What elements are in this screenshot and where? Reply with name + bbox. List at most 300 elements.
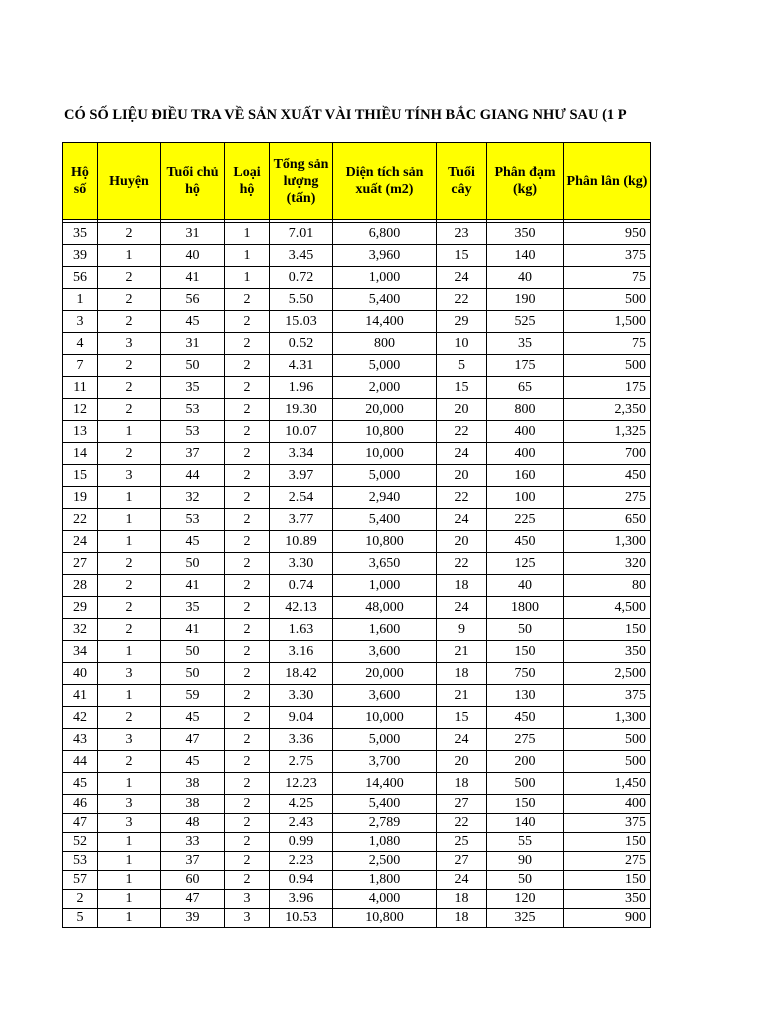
cell-huyen: 2 xyxy=(98,289,161,311)
cell-phan-lan: 175 xyxy=(564,377,651,399)
cell-tuoi-cay: 15 xyxy=(437,377,487,399)
table-row xyxy=(63,871,651,890)
cell-dien-tich: 1,080 xyxy=(333,833,437,852)
cell-huyen: 3 xyxy=(98,663,161,685)
cell-tong-san-luong: 3.36 xyxy=(270,729,333,751)
cell-phan-dam: 225 xyxy=(487,509,564,531)
table-row xyxy=(63,531,651,553)
cell-tuoi-cay: 20 xyxy=(437,531,487,553)
table-row xyxy=(63,663,651,685)
cell-tuoi-cay: 25 xyxy=(437,833,487,852)
cell-huyen: 3 xyxy=(98,729,161,751)
table-row xyxy=(63,421,651,443)
table-row xyxy=(63,333,651,355)
cell-tuoi-chu-ho: 35 xyxy=(161,597,225,619)
cell-tuoi-cay: 22 xyxy=(437,487,487,509)
cell-tuoi-cay: 22 xyxy=(437,553,487,575)
cell-tuoi-chu-ho: 38 xyxy=(161,795,225,814)
cell-huyen: 1 xyxy=(98,685,161,707)
cell-tong-san-luong: 0.72 xyxy=(270,267,333,289)
header-phan-lan: Phân lân (kg) xyxy=(564,143,651,220)
table-row xyxy=(63,509,651,531)
cell-tong-san-luong: 3.16 xyxy=(270,641,333,663)
cell-loai-ho: 2 xyxy=(225,833,270,852)
table-row xyxy=(63,267,651,289)
cell-tong-san-luong: 3.30 xyxy=(270,685,333,707)
cell-ho-so: 7 xyxy=(63,355,98,377)
cell-phan-lan: 275 xyxy=(564,852,651,871)
cell-phan-dam: 55 xyxy=(487,833,564,852)
cell-huyen: 1 xyxy=(98,773,161,795)
cell-tuoi-cay: 24 xyxy=(437,267,487,289)
table-row xyxy=(63,597,651,619)
cell-tong-san-luong: 4.25 xyxy=(270,795,333,814)
cell-tong-san-luong: 2.54 xyxy=(270,487,333,509)
cell-ho-so: 44 xyxy=(63,751,98,773)
cell-huyen: 1 xyxy=(98,852,161,871)
cell-loai-ho: 2 xyxy=(225,773,270,795)
table-row xyxy=(63,729,651,751)
cell-dien-tich: 3,960 xyxy=(333,245,437,267)
cell-dien-tich: 14,400 xyxy=(333,311,437,333)
cell-tuoi-chu-ho: 45 xyxy=(161,531,225,553)
cell-tuoi-cay: 24 xyxy=(437,509,487,531)
cell-ho-so: 14 xyxy=(63,443,98,465)
cell-dien-tich: 10,000 xyxy=(333,707,437,729)
cell-loai-ho: 3 xyxy=(225,909,270,928)
cell-tong-san-luong: 10.89 xyxy=(270,531,333,553)
cell-phan-dam: 275 xyxy=(487,729,564,751)
cell-loai-ho: 2 xyxy=(225,421,270,443)
cell-tuoi-chu-ho: 47 xyxy=(161,729,225,751)
cell-tong-san-luong: 2.23 xyxy=(270,852,333,871)
cell-tuoi-cay: 24 xyxy=(437,871,487,890)
cell-tong-san-luong: 7.01 xyxy=(270,223,333,245)
cell-tuoi-cay: 24 xyxy=(437,597,487,619)
cell-tuoi-chu-ho: 56 xyxy=(161,289,225,311)
cell-ho-so: 22 xyxy=(63,509,98,531)
table-row xyxy=(63,465,651,487)
cell-tuoi-cay: 10 xyxy=(437,333,487,355)
cell-phan-dam: 750 xyxy=(487,663,564,685)
cell-huyen: 1 xyxy=(98,833,161,852)
cell-loai-ho: 2 xyxy=(225,487,270,509)
cell-phan-lan: 2,350 xyxy=(564,399,651,421)
table-row xyxy=(63,707,651,729)
cell-tuoi-chu-ho: 31 xyxy=(161,333,225,355)
cell-huyen: 2 xyxy=(98,267,161,289)
cell-phan-dam: 35 xyxy=(487,333,564,355)
cell-dien-tich: 3,700 xyxy=(333,751,437,773)
cell-loai-ho: 1 xyxy=(225,245,270,267)
cell-phan-dam: 500 xyxy=(487,773,564,795)
cell-ho-so: 3 xyxy=(63,311,98,333)
header-phan-dam: Phân đạm (kg) xyxy=(487,143,564,220)
cell-tuoi-chu-ho: 50 xyxy=(161,355,225,377)
table-row xyxy=(63,245,651,267)
cell-phan-dam: 65 xyxy=(487,377,564,399)
header-tong-san-luong: Tổng sản lượng (tấn) xyxy=(270,143,333,220)
cell-huyen: 2 xyxy=(98,751,161,773)
cell-huyen: 1 xyxy=(98,487,161,509)
cell-huyen: 1 xyxy=(98,641,161,663)
cell-phan-lan: 320 xyxy=(564,553,651,575)
cell-tong-san-luong: 15.03 xyxy=(270,311,333,333)
cell-tong-san-luong: 3.30 xyxy=(270,553,333,575)
cell-phan-lan: 1,300 xyxy=(564,531,651,553)
cell-phan-lan: 75 xyxy=(564,333,651,355)
table-body xyxy=(63,220,651,928)
cell-ho-so: 47 xyxy=(63,814,98,833)
cell-huyen: 2 xyxy=(98,619,161,641)
cell-phan-lan: 500 xyxy=(564,355,651,377)
cell-tuoi-chu-ho: 37 xyxy=(161,852,225,871)
cell-loai-ho: 2 xyxy=(225,355,270,377)
cell-loai-ho: 2 xyxy=(225,377,270,399)
cell-phan-dam: 190 xyxy=(487,289,564,311)
cell-dien-tich: 3,650 xyxy=(333,553,437,575)
cell-phan-dam: 50 xyxy=(487,871,564,890)
cell-tuoi-chu-ho: 50 xyxy=(161,641,225,663)
cell-dien-tich: 1,000 xyxy=(333,267,437,289)
cell-ho-so: 28 xyxy=(63,575,98,597)
cell-phan-dam: 100 xyxy=(487,487,564,509)
cell-phan-dam: 150 xyxy=(487,641,564,663)
table-row xyxy=(63,641,651,663)
cell-phan-lan: 4,500 xyxy=(564,597,651,619)
cell-tuoi-cay: 18 xyxy=(437,663,487,685)
cell-huyen: 1 xyxy=(98,871,161,890)
cell-dien-tich: 2,000 xyxy=(333,377,437,399)
cell-phan-dam: 200 xyxy=(487,751,564,773)
cell-tuoi-cay: 29 xyxy=(437,311,487,333)
cell-phan-dam: 800 xyxy=(487,399,564,421)
cell-tong-san-luong: 0.52 xyxy=(270,333,333,355)
cell-huyen: 2 xyxy=(98,443,161,465)
cell-phan-dam: 350 xyxy=(487,223,564,245)
cell-phan-dam: 150 xyxy=(487,795,564,814)
cell-tuoi-cay: 27 xyxy=(437,852,487,871)
cell-dien-tich: 2,789 xyxy=(333,814,437,833)
cell-loai-ho: 2 xyxy=(225,311,270,333)
cell-huyen: 2 xyxy=(98,597,161,619)
cell-phan-dam: 40 xyxy=(487,575,564,597)
cell-dien-tich: 20,000 xyxy=(333,663,437,685)
cell-ho-so: 12 xyxy=(63,399,98,421)
cell-phan-lan: 1,450 xyxy=(564,773,651,795)
cell-ho-so: 13 xyxy=(63,421,98,443)
table-row xyxy=(63,223,651,245)
cell-huyen: 2 xyxy=(98,575,161,597)
cell-phan-dam: 130 xyxy=(487,685,564,707)
cell-dien-tich: 14,400 xyxy=(333,773,437,795)
cell-ho-so: 2 xyxy=(63,890,98,909)
cell-ho-so: 27 xyxy=(63,553,98,575)
cell-phan-lan: 500 xyxy=(564,751,651,773)
cell-tuoi-chu-ho: 35 xyxy=(161,377,225,399)
cell-dien-tich: 20,000 xyxy=(333,399,437,421)
cell-loai-ho: 2 xyxy=(225,871,270,890)
cell-dien-tich: 800 xyxy=(333,333,437,355)
cell-tong-san-luong: 4.31 xyxy=(270,355,333,377)
cell-dien-tich: 2,500 xyxy=(333,852,437,871)
cell-ho-so: 52 xyxy=(63,833,98,852)
cell-phan-lan: 700 xyxy=(564,443,651,465)
cell-phan-lan: 150 xyxy=(564,871,651,890)
cell-dien-tich: 6,800 xyxy=(333,223,437,245)
cell-phan-lan: 375 xyxy=(564,245,651,267)
cell-phan-dam: 140 xyxy=(487,245,564,267)
cell-tuoi-cay: 22 xyxy=(437,814,487,833)
cell-phan-dam: 120 xyxy=(487,890,564,909)
cell-phan-dam: 140 xyxy=(487,814,564,833)
cell-dien-tich: 10,000 xyxy=(333,443,437,465)
header-dien-tich: Diện tích sản xuất (m2) xyxy=(333,143,437,220)
cell-ho-so: 35 xyxy=(63,223,98,245)
cell-tong-san-luong: 1.96 xyxy=(270,377,333,399)
cell-huyen: 1 xyxy=(98,509,161,531)
header-huyen: Huyện xyxy=(98,143,161,220)
cell-huyen: 3 xyxy=(98,333,161,355)
cell-phan-lan: 450 xyxy=(564,465,651,487)
cell-phan-lan: 2,500 xyxy=(564,663,651,685)
cell-dien-tich: 1,800 xyxy=(333,871,437,890)
table-row xyxy=(63,311,651,333)
cell-tuoi-cay: 18 xyxy=(437,575,487,597)
cell-tong-san-luong: 18.42 xyxy=(270,663,333,685)
cell-tong-san-luong: 5.50 xyxy=(270,289,333,311)
cell-tuoi-cay: 5 xyxy=(437,355,487,377)
cell-dien-tich: 4,000 xyxy=(333,890,437,909)
cell-ho-so: 4 xyxy=(63,333,98,355)
cell-tuoi-cay: 18 xyxy=(437,890,487,909)
cell-tuoi-chu-ho: 53 xyxy=(161,421,225,443)
cell-dien-tich: 10,800 xyxy=(333,909,437,928)
cell-phan-lan: 375 xyxy=(564,685,651,707)
cell-huyen: 2 xyxy=(98,553,161,575)
cell-phan-dam: 50 xyxy=(487,619,564,641)
cell-tuoi-cay: 20 xyxy=(437,751,487,773)
cell-tuoi-cay: 24 xyxy=(437,729,487,751)
cell-phan-dam: 325 xyxy=(487,909,564,928)
cell-loai-ho: 2 xyxy=(225,619,270,641)
table-row xyxy=(63,487,651,509)
cell-huyen: 1 xyxy=(98,531,161,553)
cell-dien-tich: 48,000 xyxy=(333,597,437,619)
cell-tong-san-luong: 10.07 xyxy=(270,421,333,443)
cell-ho-so: 42 xyxy=(63,707,98,729)
cell-huyen: 3 xyxy=(98,465,161,487)
cell-loai-ho: 2 xyxy=(225,333,270,355)
cell-tuoi-cay: 15 xyxy=(437,707,487,729)
cell-ho-so: 40 xyxy=(63,663,98,685)
cell-phan-dam: 160 xyxy=(487,465,564,487)
cell-phan-lan: 275 xyxy=(564,487,651,509)
cell-phan-dam: 525 xyxy=(487,311,564,333)
cell-phan-dam: 175 xyxy=(487,355,564,377)
cell-tuoi-cay: 21 xyxy=(437,641,487,663)
table-row xyxy=(63,773,651,795)
table-row xyxy=(63,795,651,814)
cell-tong-san-luong: 3.45 xyxy=(270,245,333,267)
table-row xyxy=(63,443,651,465)
cell-phan-lan: 350 xyxy=(564,890,651,909)
cell-phan-dam: 400 xyxy=(487,443,564,465)
cell-dien-tich: 5,400 xyxy=(333,509,437,531)
cell-tuoi-cay: 15 xyxy=(437,245,487,267)
cell-huyen: 1 xyxy=(98,890,161,909)
cell-phan-lan: 150 xyxy=(564,833,651,852)
cell-dien-tich: 10,800 xyxy=(333,531,437,553)
survey-table xyxy=(62,142,651,928)
cell-tong-san-luong: 0.74 xyxy=(270,575,333,597)
cell-tuoi-chu-ho: 60 xyxy=(161,871,225,890)
cell-tong-san-luong: 2.75 xyxy=(270,751,333,773)
cell-tuoi-cay: 27 xyxy=(437,795,487,814)
table-row xyxy=(63,890,651,909)
cell-loai-ho: 2 xyxy=(225,751,270,773)
header-loai-ho: Loại hộ xyxy=(225,143,270,220)
cell-tuoi-chu-ho: 48 xyxy=(161,814,225,833)
cell-tuoi-chu-ho: 41 xyxy=(161,267,225,289)
cell-loai-ho: 2 xyxy=(225,729,270,751)
cell-loai-ho: 2 xyxy=(225,685,270,707)
cell-loai-ho: 2 xyxy=(225,443,270,465)
cell-dien-tich: 5,400 xyxy=(333,289,437,311)
cell-phan-dam: 40 xyxy=(487,267,564,289)
cell-phan-lan: 1,500 xyxy=(564,311,651,333)
cell-phan-dam: 1800 xyxy=(487,597,564,619)
cell-loai-ho: 3 xyxy=(225,890,270,909)
cell-phan-dam: 450 xyxy=(487,707,564,729)
cell-phan-dam: 400 xyxy=(487,421,564,443)
header-tuoi-cay: Tuổi cây xyxy=(437,143,487,220)
cell-huyen: 2 xyxy=(98,377,161,399)
cell-tuoi-chu-ho: 41 xyxy=(161,575,225,597)
cell-loai-ho: 2 xyxy=(225,597,270,619)
table-row xyxy=(63,575,651,597)
cell-dien-tich: 3,600 xyxy=(333,641,437,663)
cell-ho-so: 53 xyxy=(63,852,98,871)
table-row xyxy=(63,553,651,575)
cell-tong-san-luong: 19.30 xyxy=(270,399,333,421)
cell-dien-tich: 2,940 xyxy=(333,487,437,509)
table-row xyxy=(63,833,651,852)
cell-ho-so: 41 xyxy=(63,685,98,707)
cell-dien-tich: 5,000 xyxy=(333,729,437,751)
cell-dien-tich: 1,600 xyxy=(333,619,437,641)
table-row xyxy=(63,814,651,833)
cell-tuoi-cay: 20 xyxy=(437,399,487,421)
cell-loai-ho: 2 xyxy=(225,509,270,531)
table-row xyxy=(63,377,651,399)
cell-loai-ho: 2 xyxy=(225,814,270,833)
cell-loai-ho: 2 xyxy=(225,852,270,871)
cell-phan-dam: 90 xyxy=(487,852,564,871)
cell-tuoi-chu-ho: 32 xyxy=(161,487,225,509)
cell-tong-san-luong: 3.34 xyxy=(270,443,333,465)
cell-huyen: 3 xyxy=(98,795,161,814)
header-row xyxy=(63,143,651,220)
cell-huyen: 2 xyxy=(98,707,161,729)
table-row xyxy=(63,751,651,773)
cell-phan-lan: 950 xyxy=(564,223,651,245)
cell-loai-ho: 1 xyxy=(225,223,270,245)
cell-ho-so: 32 xyxy=(63,619,98,641)
cell-huyen: 1 xyxy=(98,245,161,267)
cell-tong-san-luong: 3.97 xyxy=(270,465,333,487)
cell-ho-so: 57 xyxy=(63,871,98,890)
cell-loai-ho: 2 xyxy=(225,465,270,487)
document-title: CÓ SỐ LIỆU ĐIỀU TRA VỀ SẢN XUẤT VÀI THIỀU TÍNH BẮC GIANG NHƯ SAU (1 P xyxy=(64,107,627,123)
cell-tong-san-luong: 3.96 xyxy=(270,890,333,909)
cell-tuoi-chu-ho: 41 xyxy=(161,619,225,641)
cell-loai-ho: 2 xyxy=(225,399,270,421)
cell-loai-ho: 2 xyxy=(225,553,270,575)
table-row xyxy=(63,852,651,871)
cell-huyen: 1 xyxy=(98,909,161,928)
cell-tong-san-luong: 0.99 xyxy=(270,833,333,852)
cell-tuoi-chu-ho: 38 xyxy=(161,773,225,795)
cell-huyen: 1 xyxy=(98,421,161,443)
cell-loai-ho: 1 xyxy=(225,267,270,289)
cell-tuoi-cay: 20 xyxy=(437,465,487,487)
cell-dien-tich: 3,600 xyxy=(333,685,437,707)
cell-loai-ho: 2 xyxy=(225,531,270,553)
cell-tuoi-chu-ho: 33 xyxy=(161,833,225,852)
cell-phan-lan: 80 xyxy=(564,575,651,597)
cell-tuoi-chu-ho: 50 xyxy=(161,553,225,575)
cell-ho-so: 43 xyxy=(63,729,98,751)
cell-tuoi-cay: 18 xyxy=(437,773,487,795)
cell-ho-so: 1 xyxy=(63,289,98,311)
cell-tuoi-chu-ho: 50 xyxy=(161,663,225,685)
cell-phan-dam: 450 xyxy=(487,531,564,553)
cell-tuoi-cay: 22 xyxy=(437,421,487,443)
cell-tuoi-chu-ho: 45 xyxy=(161,751,225,773)
cell-tuoi-chu-ho: 39 xyxy=(161,909,225,928)
cell-phan-lan: 1,300 xyxy=(564,707,651,729)
cell-loai-ho: 2 xyxy=(225,795,270,814)
cell-ho-so: 39 xyxy=(63,245,98,267)
cell-phan-lan: 650 xyxy=(564,509,651,531)
cell-ho-so: 19 xyxy=(63,487,98,509)
cell-tuoi-chu-ho: 53 xyxy=(161,509,225,531)
cell-tuoi-chu-ho: 45 xyxy=(161,311,225,333)
cell-dien-tich: 1,000 xyxy=(333,575,437,597)
table-row xyxy=(63,355,651,377)
cell-tuoi-chu-ho: 59 xyxy=(161,685,225,707)
cell-tuoi-cay: 24 xyxy=(437,443,487,465)
cell-phan-dam: 125 xyxy=(487,553,564,575)
header-tuoi-chu-ho: Tuổi chủ hộ xyxy=(161,143,225,220)
table-row xyxy=(63,399,651,421)
cell-ho-so: 5 xyxy=(63,909,98,928)
table-row xyxy=(63,909,651,928)
cell-tuoi-chu-ho: 31 xyxy=(161,223,225,245)
cell-tuoi-chu-ho: 53 xyxy=(161,399,225,421)
cell-phan-lan: 75 xyxy=(564,267,651,289)
table-row xyxy=(63,619,651,641)
cell-phan-lan: 1,325 xyxy=(564,421,651,443)
cell-tong-san-luong: 1.63 xyxy=(270,619,333,641)
cell-tuoi-chu-ho: 44 xyxy=(161,465,225,487)
cell-phan-lan: 400 xyxy=(564,795,651,814)
cell-phan-lan: 500 xyxy=(564,289,651,311)
cell-tuoi-chu-ho: 47 xyxy=(161,890,225,909)
cell-phan-lan: 900 xyxy=(564,909,651,928)
cell-ho-so: 45 xyxy=(63,773,98,795)
